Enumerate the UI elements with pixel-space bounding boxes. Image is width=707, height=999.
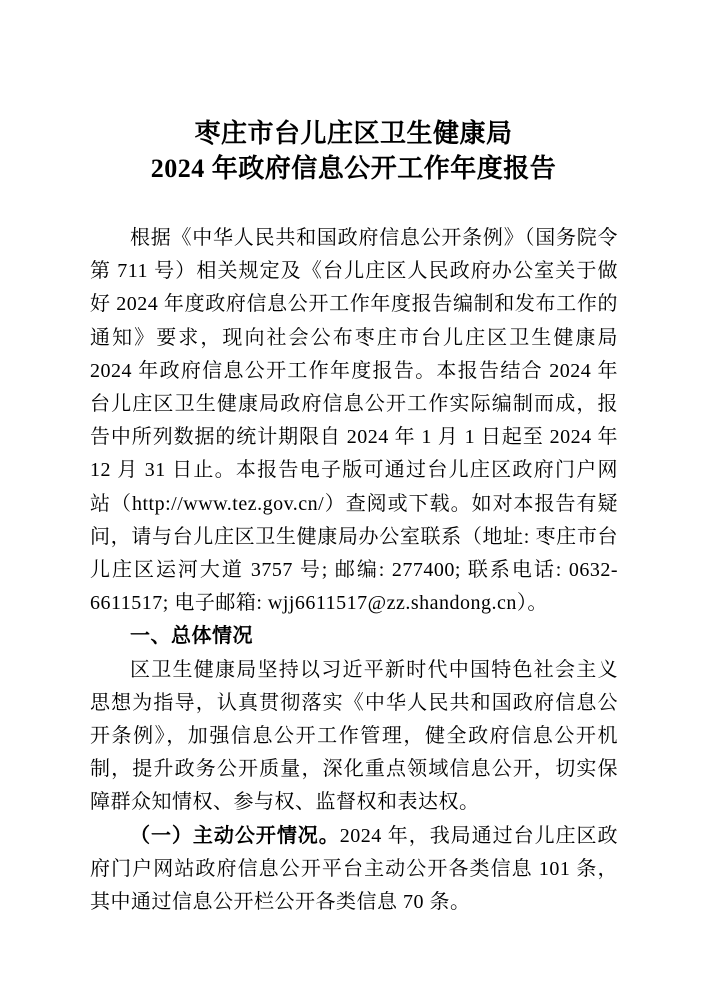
subsection1-text: 2024 年，我局通过台儿庄区政府门户网站政府信息公开平台主动公开各类信息 101 条，其中通过信息公开栏公开各类信息 70 条。 <box>90 824 619 914</box>
document-title-line2: 2024 年政府信息公开工作年度报告 <box>150 154 557 183</box>
document-title-line1: 枣庄市台儿庄区卫生健康局 <box>194 119 513 148</box>
document-body <box>90 222 618 919</box>
document-title <box>0 116 707 186</box>
subsection1-lead: （一）主动公开情况。 <box>130 824 340 847</box>
subsection1-paragraph <box>90 820 618 920</box>
intro-paragraph: 根据《中华人民共和国政府信息公开条例》（国务院令第 711 号）相关规定及《台儿庄区人民政府办公室关于做好 2024 年度政府信息公开工作年度报告编制和发布工作的通知》要求，现向社会公布枣庄市台儿庄区卫生健康局 2024 年政府信息公开工作年度报告。本报告结合 2024 年台儿庄区卫生健康局政府信息公开工作实际编制而成，报告中所列数据的统计期限自 2024 年 1 月 1 日起至 2024 年 12 月 31 日止。本报告电子版可通过台儿庄区政府门户网站（http://www.tez.gov.cn/）查阅或下载。如对本报告有疑问，请与台儿庄区卫生健康局办公室联系（地址: 枣庄市台儿庄区运河大道 3757 号; 邮编: 277400; 联系电话: 0632-6611517; 电子邮箱: wjj6611517@zz.shandong.cn）。 <box>90 227 618 615</box>
section1-heading: 一、总体情况 <box>130 625 253 648</box>
section1-paragraph: 区卫生健康局坚持以习近平新时代中国特色社会主义思想为指导，认真贯彻落实《中华人民共和国政府信息公开条例》，加强信息公开工作管理，健全政府信息公开机制，提升政务公开质量，深化重点领域信息公开，切实保障群众知情权、参与权、监督权和表达权。 <box>90 658 618 814</box>
